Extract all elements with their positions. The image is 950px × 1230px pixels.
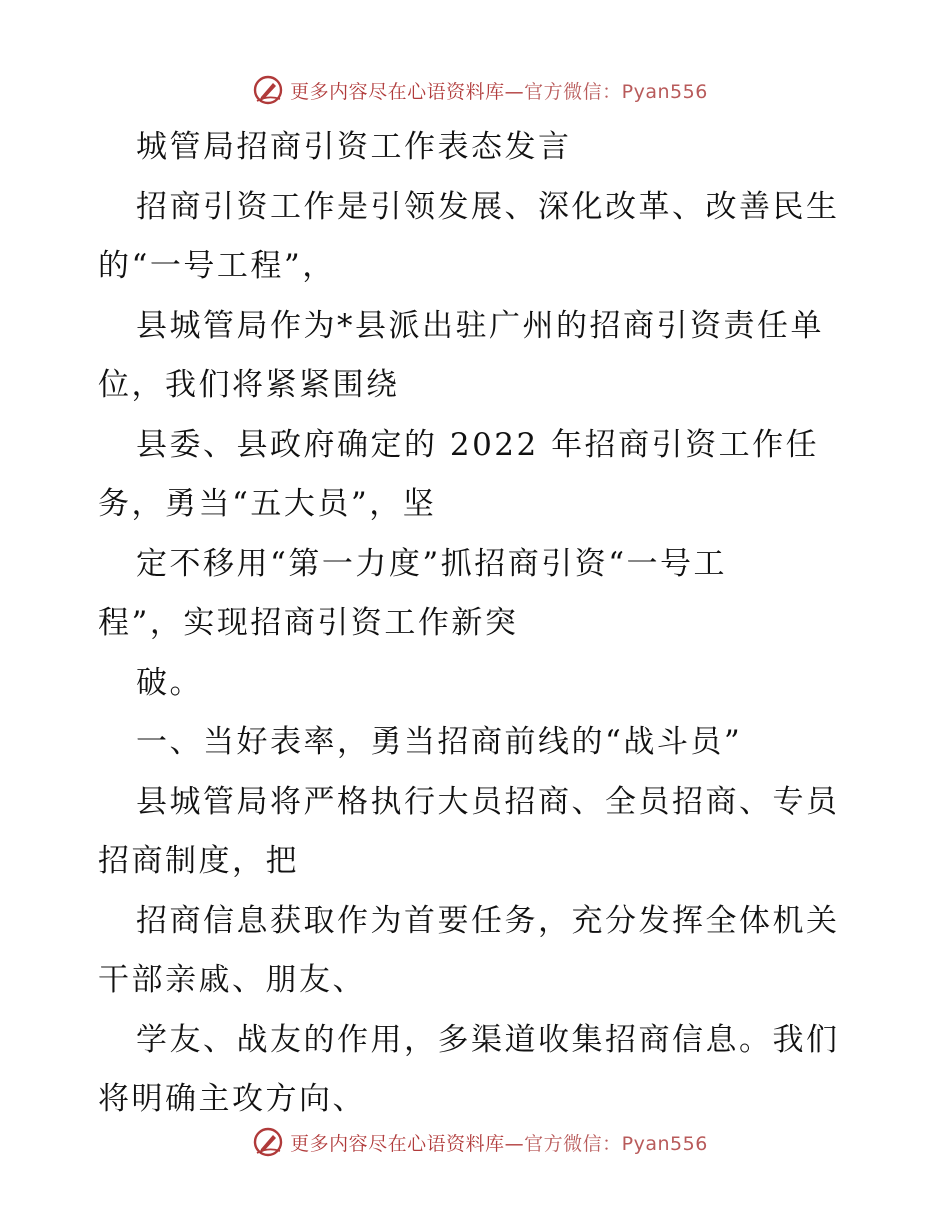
text-line: 招商制度，把 xyxy=(98,843,299,879)
pen-logo-icon xyxy=(252,74,284,106)
text-line: 务，勇当“五大员”，坚 xyxy=(98,486,437,522)
text-line: 程”，实现招商引资工作新突 xyxy=(98,605,519,641)
text-line: 县城管局作为*县派出驻广州的招商引资责任单 xyxy=(136,307,824,344)
watermark-wechat: 官方微信：Pyan556 xyxy=(524,80,708,103)
text-line: 招商信息获取作为首要任务，充分发挥全体机关 xyxy=(136,902,840,939)
text-line: 定不移用“第一力度”抓招商引资“一号工 xyxy=(136,545,728,582)
watermark-text xyxy=(290,1129,708,1156)
watermark-text xyxy=(290,77,708,104)
watermark-main: 更多内容尽在心语资料库 xyxy=(290,80,505,103)
text-line: 城管局招商引资工作表态发言 xyxy=(136,129,572,165)
watermark-dash: — xyxy=(504,1132,525,1155)
text-line: 招商引资工作是引领发展、深化改革、改善民生 xyxy=(136,188,840,225)
watermark-footer xyxy=(0,1122,950,1162)
document-body xyxy=(98,118,858,1130)
watermark-header xyxy=(0,70,950,110)
watermark-main: 更多内容尽在心语资料库 xyxy=(290,1132,505,1155)
text-line: 县委、县政府确定的 2022 年招商引资工作任 xyxy=(136,426,820,463)
text-line: 干部亲戚、朋友、 xyxy=(98,962,366,998)
watermark-wechat: 官方微信：Pyan556 xyxy=(524,1132,708,1155)
text-line: 学友、战友的作用，多渠道收集招商信息。我们 xyxy=(136,1021,840,1058)
text-line: 破。 xyxy=(136,664,203,701)
watermark-dash: — xyxy=(504,80,525,103)
text-line: 一、当好表率，勇当招商前线的“战斗员” xyxy=(136,724,743,760)
pen-logo-icon xyxy=(252,1126,284,1158)
watermark-footer-inner xyxy=(252,1126,708,1158)
watermark-header-inner xyxy=(252,74,708,106)
text-line: 的“一号工程”， xyxy=(98,248,336,284)
text-line: 将明确主攻方向、 xyxy=(98,1081,366,1117)
text-line: 位，我们将紧紧围绕 xyxy=(98,367,400,403)
text-line: 县城管局将严格执行大员招商、全员招商、专员 xyxy=(136,783,840,820)
